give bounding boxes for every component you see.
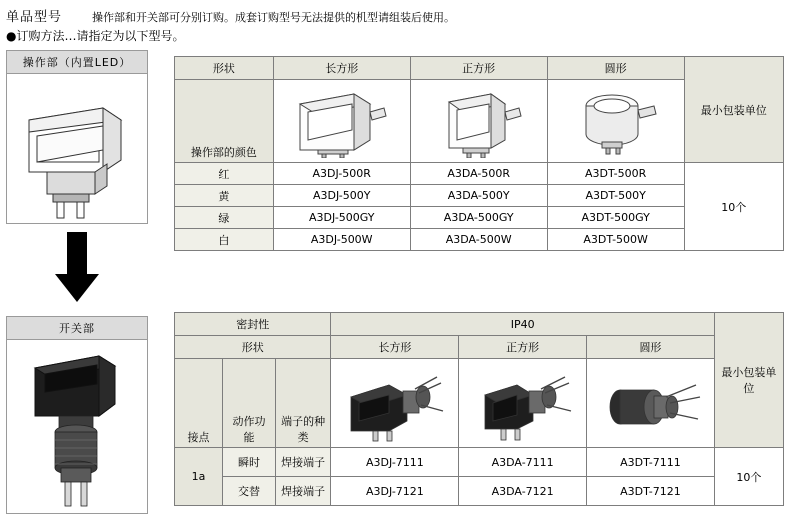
switch-sealing-header: 密封性 <box>175 313 331 336</box>
operator-model-rect-red: A3DJ-500R <box>273 163 410 185</box>
operator-model-rect-yellow: A3DJ-500Y <box>273 185 410 207</box>
rect-switch-icon <box>337 363 453 443</box>
switch-terminal-solder-2: 焊接端子 <box>275 477 331 506</box>
switch-part-panel <box>6 316 148 514</box>
operator-model-rect-white: A3DJ-500W <box>273 229 410 251</box>
operator-package-header: 最小包装单位 <box>684 57 783 163</box>
switch-model-square-alternate: A3DA-7121 <box>459 477 587 506</box>
switch-shape-rect: 长方形 <box>331 336 459 359</box>
operator-model-square-white: A3DA-500W <box>410 229 547 251</box>
header-note: 操作部和开关部可分别订购。成套订购型号无法提供的机型请组装后使用。 <box>92 11 455 24</box>
switch-part-image <box>7 340 147 515</box>
switch-model-table <box>174 312 784 506</box>
switch-model-rect-alternate: A3DJ-7121 <box>331 477 459 506</box>
square-operator-icon <box>419 84 539 158</box>
switch-terminal-solder-1: 焊接端子 <box>275 448 331 477</box>
switch-image-square <box>459 359 587 448</box>
operator-image-rect <box>273 80 410 163</box>
table-row <box>175 359 784 448</box>
operator-model-table <box>174 56 784 251</box>
switch-model-round-momentary: A3DT-7111 <box>587 448 715 477</box>
switch-action-header: 动作功能 <box>223 359 276 448</box>
page-title: 单品型号 <box>6 10 63 25</box>
switch-model-rect-momentary: A3DJ-7111 <box>331 448 459 477</box>
round-operator-icon <box>556 84 676 158</box>
round-switch-icon <box>592 363 708 443</box>
operator-model-rect-green: A3DJ-500GY <box>273 207 410 229</box>
switch-action-alternate: 交替 <box>223 477 276 506</box>
switch-contact-header: 接点 <box>175 359 223 448</box>
switch-terminal-header: 端子的种类 <box>275 359 331 448</box>
switch-package-value: 10个 <box>714 448 783 506</box>
table-row <box>175 477 784 506</box>
operator-package-value: 10个 <box>684 163 783 251</box>
switch-sealing-value: IP40 <box>331 313 714 336</box>
operator-model-square-green: A3DA-500GY <box>410 207 547 229</box>
operator-image-square <box>410 80 547 163</box>
operator-model-square-red: A3DA-500R <box>410 163 547 185</box>
rect-operator-icon <box>282 84 402 158</box>
switch-image-round <box>587 359 715 448</box>
operator-shape-rect: 长方形 <box>273 57 410 80</box>
switch-part-label: 开关部 <box>7 317 147 340</box>
operator-part-panel <box>6 50 148 224</box>
switch-model-square-momentary: A3DA-7111 <box>459 448 587 477</box>
table-row <box>175 448 784 477</box>
switch-unit-illustration <box>7 340 145 514</box>
switch-shape-square: 正方形 <box>459 336 587 359</box>
operator-unit-illustration <box>7 74 145 224</box>
operator-shape-header: 形状 <box>175 57 274 80</box>
table-row <box>175 336 784 359</box>
table-row <box>175 57 784 80</box>
operator-image-round <box>547 80 684 163</box>
switch-shape-header: 形状 <box>175 336 331 359</box>
operator-color-red: 红 <box>175 163 274 185</box>
switch-shape-round: 圆形 <box>587 336 715 359</box>
table-row <box>175 313 784 336</box>
switch-contact-value: 1a <box>175 448 223 506</box>
operator-color-white: 白 <box>175 229 274 251</box>
flow-arrow-down-icon <box>55 232 99 304</box>
switch-action-momentary: 瞬时 <box>223 448 276 477</box>
switch-package-header: 最小包装单位 <box>714 313 783 448</box>
operator-part-image <box>7 74 147 225</box>
operator-model-square-yellow: A3DA-500Y <box>410 185 547 207</box>
operator-color-header: 操作部的颜色 <box>175 80 274 163</box>
operator-color-green: 绿 <box>175 207 274 229</box>
header-subnote: ●订购方法…请指定为以下型号。 <box>6 29 185 43</box>
operator-model-round-yellow: A3DT-500Y <box>547 185 684 207</box>
operator-model-round-red: A3DT-500R <box>547 163 684 185</box>
switch-model-round-alternate: A3DT-7121 <box>587 477 715 506</box>
table-row <box>175 163 784 185</box>
operator-part-label: 操作部（内置LED） <box>7 51 147 74</box>
operator-color-yellow: 黄 <box>175 185 274 207</box>
square-switch-icon <box>465 363 581 443</box>
switch-image-rect <box>331 359 459 448</box>
operator-model-round-green: A3DT-500GY <box>547 207 684 229</box>
operator-shape-round: 圆形 <box>547 57 684 80</box>
operator-shape-square: 正方形 <box>410 57 547 80</box>
operator-model-round-white: A3DT-500W <box>547 229 684 251</box>
